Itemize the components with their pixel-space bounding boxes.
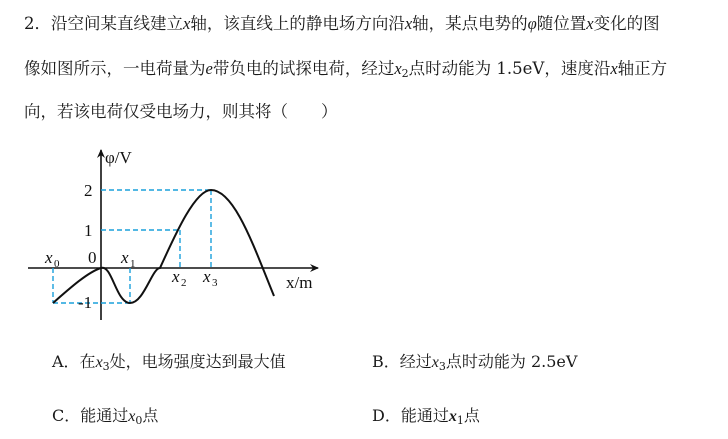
question-text: 像如图所示，一电荷量为 bbox=[24, 59, 206, 78]
subscript: 1 bbox=[456, 414, 464, 427]
var-x: x bbox=[448, 408, 457, 425]
potential-curve bbox=[53, 190, 274, 303]
subscript: 2 bbox=[401, 67, 409, 80]
question-text: 轴正方 bbox=[617, 59, 668, 78]
question-text: 变化的图 bbox=[593, 14, 660, 33]
question-text: 随位置 bbox=[536, 14, 587, 33]
var-phi: φ bbox=[527, 14, 537, 33]
option-d[interactable] bbox=[372, 405, 480, 432]
var-x: x bbox=[610, 59, 618, 78]
option-text: 点 bbox=[142, 406, 159, 425]
x1-sub: 1 bbox=[130, 258, 136, 270]
option-text: C．能通过 bbox=[52, 406, 129, 425]
option-c[interactable] bbox=[52, 405, 158, 432]
question-text: 轴，该直线上的静电场方向沿 bbox=[190, 14, 405, 33]
subscript: 0 bbox=[135, 414, 143, 427]
var-x: x bbox=[128, 408, 136, 425]
var-x: x bbox=[404, 14, 413, 33]
x2-label: x bbox=[172, 267, 180, 286]
x0-label: x bbox=[45, 248, 53, 267]
option-text: 点 bbox=[463, 406, 480, 425]
var-x: x bbox=[183, 14, 191, 33]
question-text: 点时动能为 1.5eV，速度沿 bbox=[408, 59, 611, 78]
option-text: 点时动能为 2.5eV bbox=[445, 352, 578, 371]
x3-label: x bbox=[203, 267, 211, 286]
question-text: 2．沿空间某直线建立 bbox=[24, 14, 183, 33]
option-a[interactable] bbox=[52, 351, 286, 378]
subscript: 3 bbox=[102, 360, 110, 373]
x2-sub: 2 bbox=[181, 277, 187, 289]
option-text: D．能通过 bbox=[372, 406, 449, 425]
guide-lines bbox=[53, 190, 211, 303]
var-x: x bbox=[394, 59, 402, 78]
var-x: x bbox=[431, 354, 439, 371]
var-e: e bbox=[205, 59, 213, 78]
question-text: 轴，某点电势的 bbox=[412, 14, 528, 33]
subscript: 3 bbox=[438, 360, 446, 373]
var-x: x bbox=[95, 354, 103, 371]
y-tick-1: 1 bbox=[84, 221, 93, 240]
x1-label: x bbox=[121, 248, 129, 267]
option-text: B．经过 bbox=[372, 352, 432, 371]
y-axis-label: φ/V bbox=[105, 148, 132, 167]
option-text: A．在 bbox=[52, 352, 96, 371]
y-tick-minus-1: -1 bbox=[78, 293, 93, 312]
x-axis-label: x/m bbox=[286, 273, 313, 292]
y-tick-2: 2 bbox=[84, 181, 93, 200]
option-text: 处，电场强度达到最大值 bbox=[109, 352, 286, 371]
question-text: 带负电的试探电荷，经过 bbox=[212, 59, 395, 78]
option-b[interactable] bbox=[372, 351, 577, 378]
var-x: x bbox=[586, 14, 594, 33]
x0-sub: 0 bbox=[54, 258, 60, 270]
question-text: 向，若该电荷仅受电场力，则其将（ ） bbox=[24, 102, 338, 121]
x3-sub: 3 bbox=[212, 277, 218, 289]
origin-label: 0 bbox=[88, 248, 97, 267]
